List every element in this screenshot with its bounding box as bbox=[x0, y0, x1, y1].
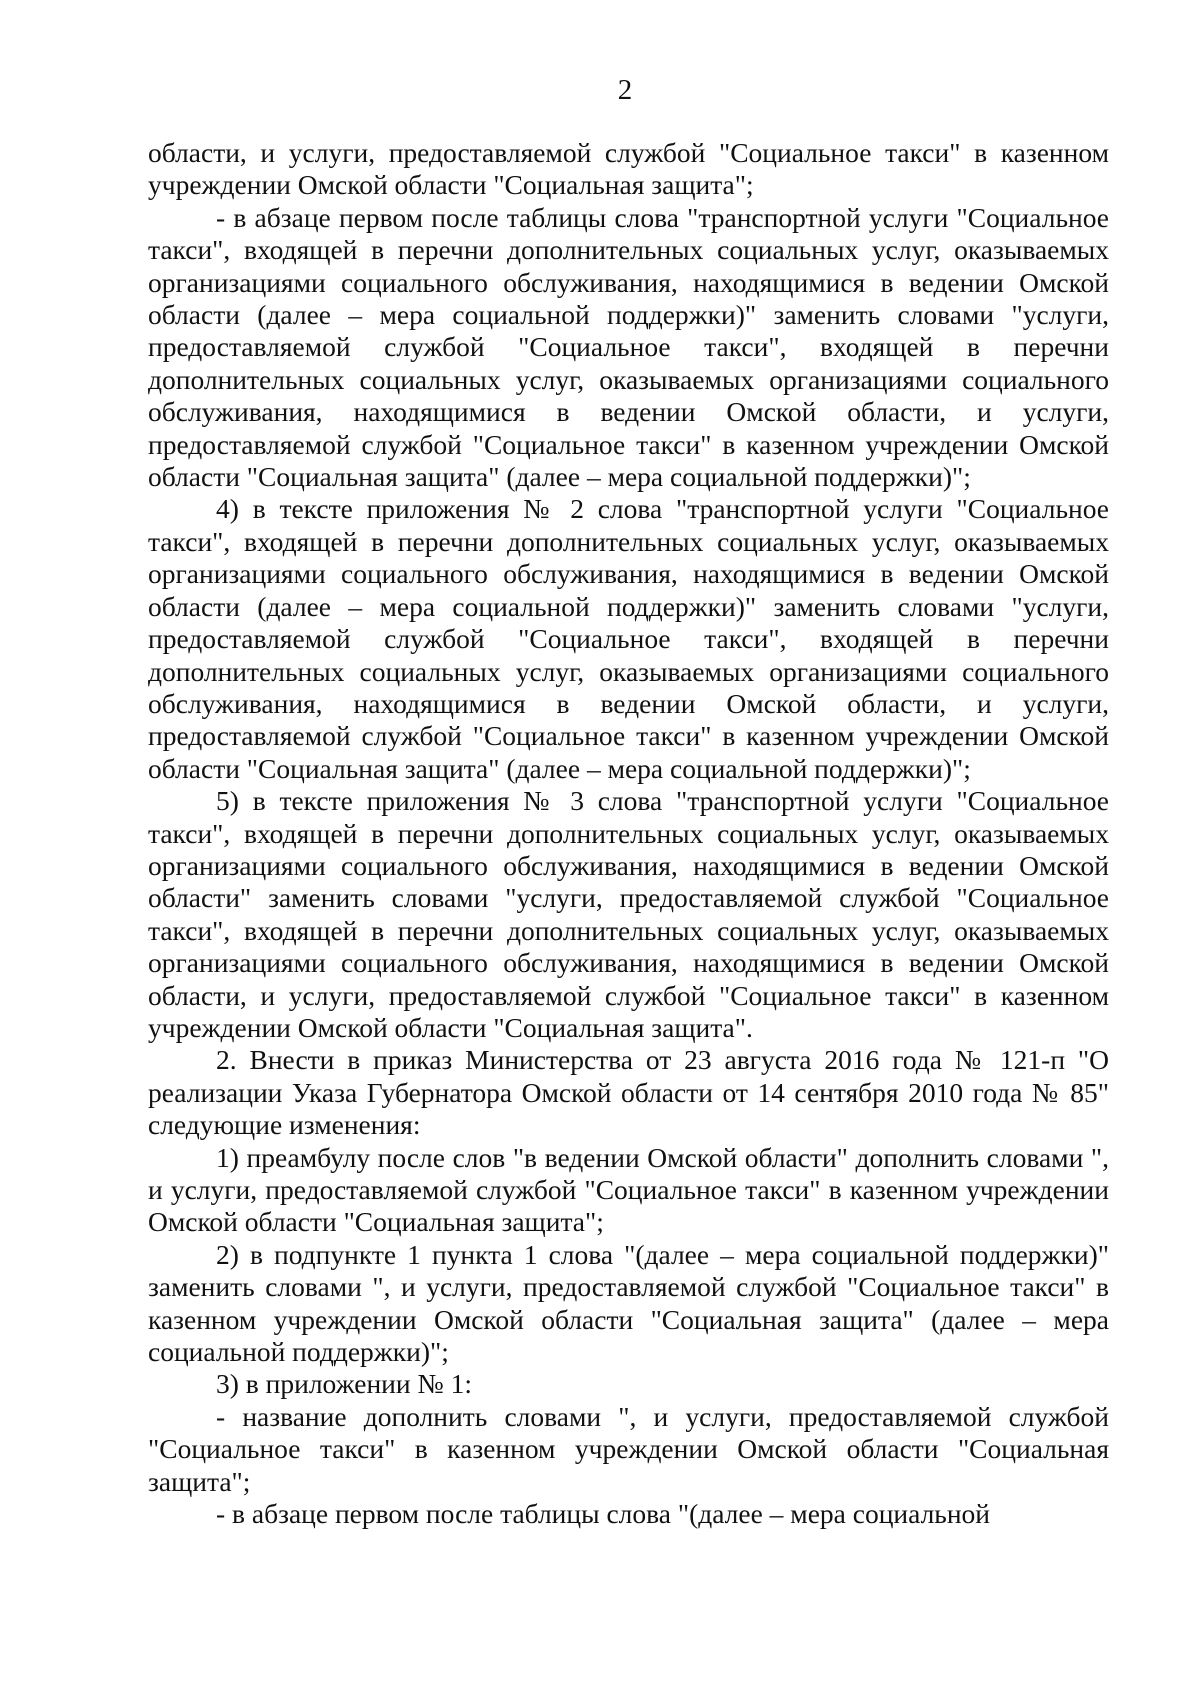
paragraph-item-4: 4) в тексте приложения № 2 слова "транспортной услуги "Социальное такси", входящей в перечни дополнительных социальных услуг, оказываемых организациями социального обслуживания, находящимися в ведении Омской области (далее – мера социальной поддержки)" заменить словами "услуги, предоставляемой службой "Социальное такси", входящей в перечни дополнительных социальных услуг, оказываемых организациями социального обслуживания, находящимися в ведении Омской области, и услуги, предоставляемой службой "Социальное такси" в казенном учреждении Омской области "Социальная защита" (далее – мера социальной поддержки)"; bbox=[148, 493, 1109, 784]
page-number: 2 bbox=[617, 74, 633, 106]
paragraph-continuation: области, и услуги, предоставляемой службой "Социальное такси" в казенном учреждении Омской области "Социальная защита"; bbox=[148, 137, 1109, 201]
paragraph-item-1-preamble: 1) преамбулу после слов "в ведении Омской области" дополнить словами ", и услуги, предоставляемой службой "Социальное такси" в казенном учреждении Омской области "Социальная защита"; bbox=[148, 1141, 1109, 1238]
paragraph-item-5: 5) в тексте приложения № 3 слова "транспортной услуги "Социальное такси", входящей в перечни дополнительных социальных услуг, оказываемых организациями социального обслуживания, находящимися в ведении Омской области" заменить словами "услуги, предоставляемой службой "Социальное такси", входящей в перечни дополнительных социальных услуг, оказываемых организациями социального обслуживания, находящимися в ведении Омской области, и услуги, предоставляемой службой "Социальное такси" в казенном учреждении Омской области "Социальная защита". bbox=[148, 785, 1109, 1043]
paragraph-first-abzac-after-table: - в абзаце первом после таблицы слова "(далее – мера социальной bbox=[216, 1498, 991, 1530]
paragraph-section-2: 2. Внести в приказ Министерства от 23 августа 2016 года № 121-п "О реализации Указа Губернатора Омской области от 14 сентября 2010 года № 85" следующие изменения: bbox=[148, 1044, 1109, 1141]
paragraph-item-3-appendix: 3) в приложении № 1: bbox=[216, 1368, 472, 1400]
document-body bbox=[148, 137, 1109, 1530]
paragraph-title-addition: - название дополнить словами ", и услуги, предоставляемой службой "Социальное такси" в казенном учреждении Омской области "Социальная защита"; bbox=[148, 1400, 1109, 1497]
paragraph-first-abzac-change: - в абзаце первом после таблицы слова "транспортной услуги "Социальное такси", входящей в перечни дополнительных социальных услуг, оказываемых организациями социального обслуживания, находящимися в ведении Омской области (далее – мера социальной поддержки)" заменить словами "услуги, предоставляемой службой "Социальное такси", входящей в перечни дополнительных социальных услуг, оказываемых организациями социального обслуживания, находящимися в ведении Омской области, и услуги, предоставляемой службой "Социальное такси" в казенном учреждении Омской области "Социальная защита" (далее – мера социальной поддержки)"; bbox=[148, 201, 1109, 493]
paragraph-item-2-subpoint: 2) в подпункте 1 пункта 1 слова "(далее – мера социальной поддержки)" заменить словами ", и услуги, предоставляемой службой "Социальное такси" в казенном учреждении Омской области "Социальная защита" (далее – мера социальной поддержки)"; bbox=[148, 1238, 1109, 1368]
